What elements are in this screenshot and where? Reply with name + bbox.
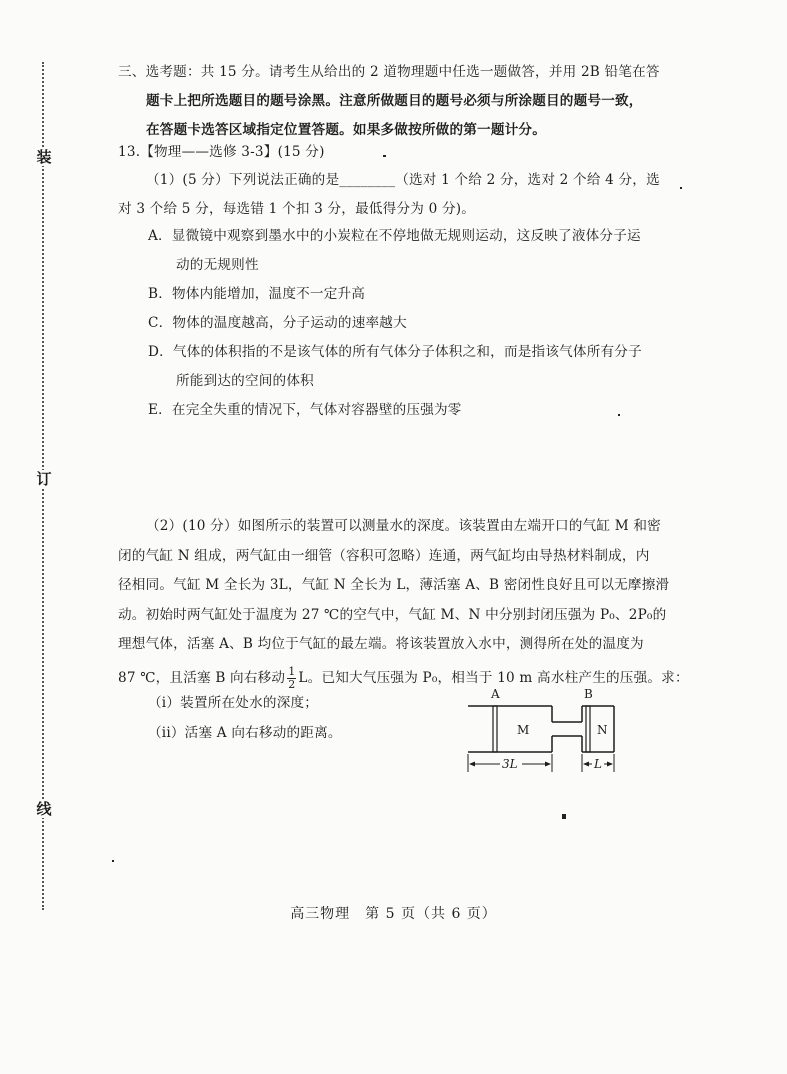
label-piston-a: A xyxy=(491,687,500,701)
part-1-options xyxy=(148,222,642,425)
scan-speck xyxy=(680,187,682,189)
option-e: E．在完全失重的情况下，气体对容器壁的压强为零 xyxy=(148,402,462,418)
part-2-line-1: （2）(10 分）如图所示的装置可以测量水的深度。该装置由左端开口的气缸 M 和密 xyxy=(146,518,661,534)
dimension-label-l: L xyxy=(594,757,602,771)
cylinder-apparatus-figure xyxy=(460,684,630,780)
binding-mark-zhuang: 装 xyxy=(36,148,52,166)
section-3-line-2: 题卡上把所选题目的题号涂黑。注意所做题目的题号必须与所涂题目的题号一致， xyxy=(146,93,643,109)
section-3-line-1: 三、选考题：共 15 分。请考生从给出的 2 道物理题中任选一题做答，并用 2B 铅笔在答 xyxy=(118,64,660,80)
binding-mark-xian: 线 xyxy=(36,800,52,818)
page-footer: 高三物理 第 5 页（共 6 页） xyxy=(290,906,497,922)
option-c: C．物体的温度越高，分子运动的速率越大 xyxy=(148,315,407,331)
question-13-header: 13.【物理——选修 3-3】(15 分) xyxy=(118,144,325,160)
section-3-instructions xyxy=(118,58,660,145)
piston-a xyxy=(493,706,497,752)
label-cylinder-m: M xyxy=(517,723,530,737)
scan-speck xyxy=(618,414,620,416)
question-13-part-1 xyxy=(118,166,660,224)
subquestion-ii: （ii）活塞 A 向右移动的距离。 xyxy=(148,725,342,741)
dimension-label-3l: 3L xyxy=(502,757,518,771)
scan-speck xyxy=(562,814,566,819)
label-piston-b: B xyxy=(584,687,593,701)
section-3-line-3: 在答题卡选答区域指定位置答题。如果多做按所做的第一题计分。 xyxy=(146,122,547,138)
dim-m-left-arrow xyxy=(469,762,475,767)
scan-speck xyxy=(383,155,386,157)
part-2-line-5: 理想气体，活塞 A、B 均位于气缸的最左端。将该装置放入水中，测得所在处的温度为 xyxy=(118,636,644,652)
part-2-line-3: 径相同。气缸 M 全长为 3L，气缸 N 全长为 L，薄活塞 A、B 密闭性良好且可以无摩擦滑 xyxy=(118,577,670,593)
option-a-line-1: A．显微镜中观察到墨水中的小炭粒在不停地做无规则运动，这反映了液体分子运 xyxy=(148,228,641,244)
question-13-part-2 xyxy=(118,512,689,696)
part-2-line-4: 动。初始时两气缸处于温度为 27 ℃的空气中，气缸 M、N 中分别封闭压强为 P₀、2P₀的 xyxy=(118,606,667,623)
part-1-line-1: （1）(5 分）下列说法正确的是________（选对 1 个给 2 分，选对 2 个给 4 分，选 xyxy=(146,172,660,188)
option-a-line-2: 动的无规则性 xyxy=(176,257,259,273)
binding-mark-ding: 订 xyxy=(36,470,52,488)
subquestion-i: （i）装置所在处水的深度； xyxy=(148,695,319,711)
fraction-one-half xyxy=(287,666,296,691)
option-b: B．物体内能增加，温度不一定升高 xyxy=(148,286,366,302)
part-2-line-2: 闭的气缸 N 组成，两气缸由一细管（容积可忽略）连通，两气缸均由导热材料制成，内 xyxy=(118,547,650,564)
dim-m-right-arrow xyxy=(545,762,551,767)
piston-b xyxy=(586,706,590,752)
fraction-denominator: 2 xyxy=(288,677,296,691)
dim-n-left-arrow xyxy=(583,762,589,767)
part-2-line-6-start: 87 ℃，且活塞 B 向右移动 xyxy=(118,669,286,686)
option-d-line-2: 所能到达的空间的体积 xyxy=(176,373,314,389)
part-1-line-2: 对 3 个给 5 分，每选错 1 个扣 3 分，最低得分为 0 分)。 xyxy=(118,201,476,217)
dim-n-right-arrow xyxy=(607,762,613,767)
scan-speck xyxy=(112,860,114,862)
part-2-line-6-end: L。已知大气压强为 P₀，相当于 10 m 高水柱产生的压强。求： xyxy=(298,669,689,686)
option-d-line-1: D．气体的体积指的不是该气体的所有气体分子体积之和，而是指该气体所有分子 xyxy=(148,344,642,360)
part-2-subquestions xyxy=(148,688,342,748)
label-cylinder-n: N xyxy=(597,723,608,737)
fraction-numerator: 1 xyxy=(288,664,296,678)
